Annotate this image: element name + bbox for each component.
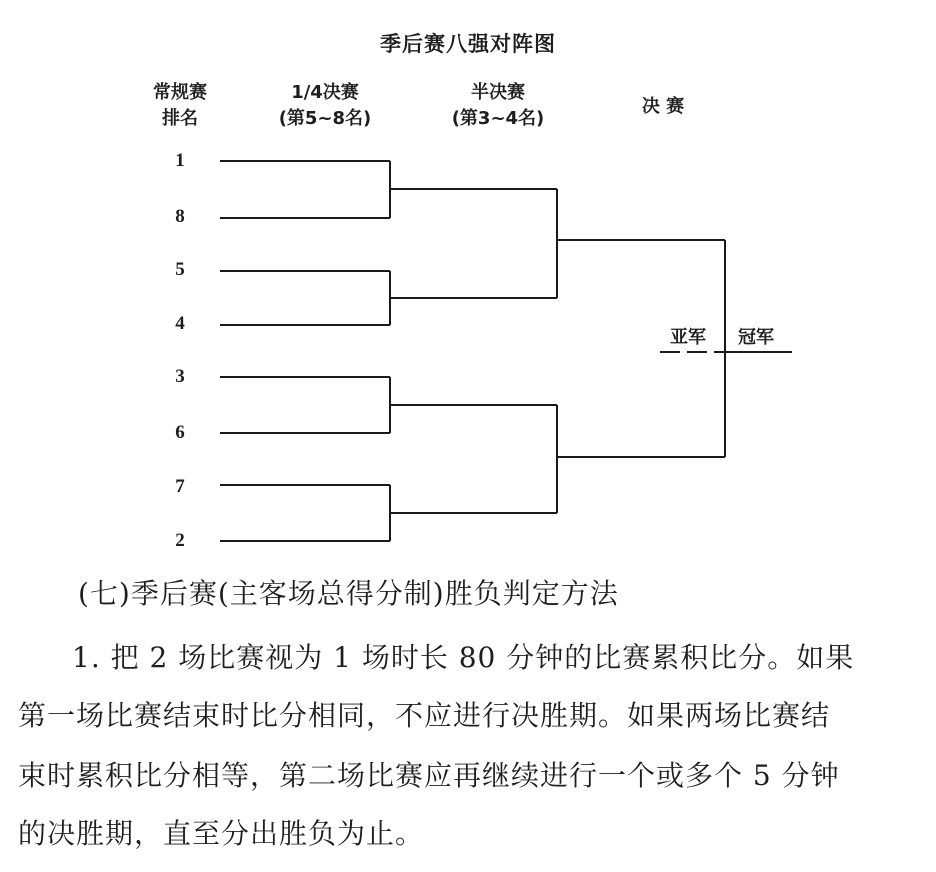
rule-line-2: 第一场比赛结束时比分相同，不应进行决胜期。如果两场比赛结	[18, 699, 831, 732]
seed-label-7: 7	[175, 476, 185, 497]
column-header-semifinal-line2: (第3~4名)	[451, 108, 545, 129]
champion-label: 冠军	[738, 327, 774, 348]
column-header-final-line1: 决 赛	[641, 96, 685, 117]
seed-label-4: 4	[175, 313, 185, 334]
seed-label-1: 1	[175, 150, 185, 171]
diagram-title: 季后赛八强对阵图	[380, 32, 556, 56]
rule-line-4: 的决胜期，直至分出胜负为止。	[18, 817, 425, 850]
seed-label-2: 2	[175, 530, 185, 551]
column-header-rank-line2: 排名	[162, 108, 198, 129]
rule-line-3: 束时累积比分相等，第二场比赛应再继续进行一个或多个 5 分钟	[18, 759, 840, 792]
runner-up-label: 亚军	[670, 327, 706, 348]
column-header-semifinal-line1: 半决赛	[471, 82, 525, 103]
section-heading: (七)季后赛(主客场总得分制)胜负判定方法	[78, 577, 619, 610]
column-header-quarterfinal-line2: (第5~8名)	[278, 108, 372, 129]
column-header-rank-line1: 常规赛	[153, 82, 207, 103]
seed-label-8: 8	[175, 206, 185, 227]
seed-label-5: 5	[175, 259, 185, 280]
rule-line-1: 1. 把 2 场比赛视为 1 场时长 80 分钟的比赛累积比分。如果	[72, 641, 855, 674]
seed-label-3: 3	[175, 366, 185, 387]
seed-label-6: 6	[175, 422, 185, 443]
column-header-quarterfinal-line1: 1/4决赛	[291, 82, 359, 103]
